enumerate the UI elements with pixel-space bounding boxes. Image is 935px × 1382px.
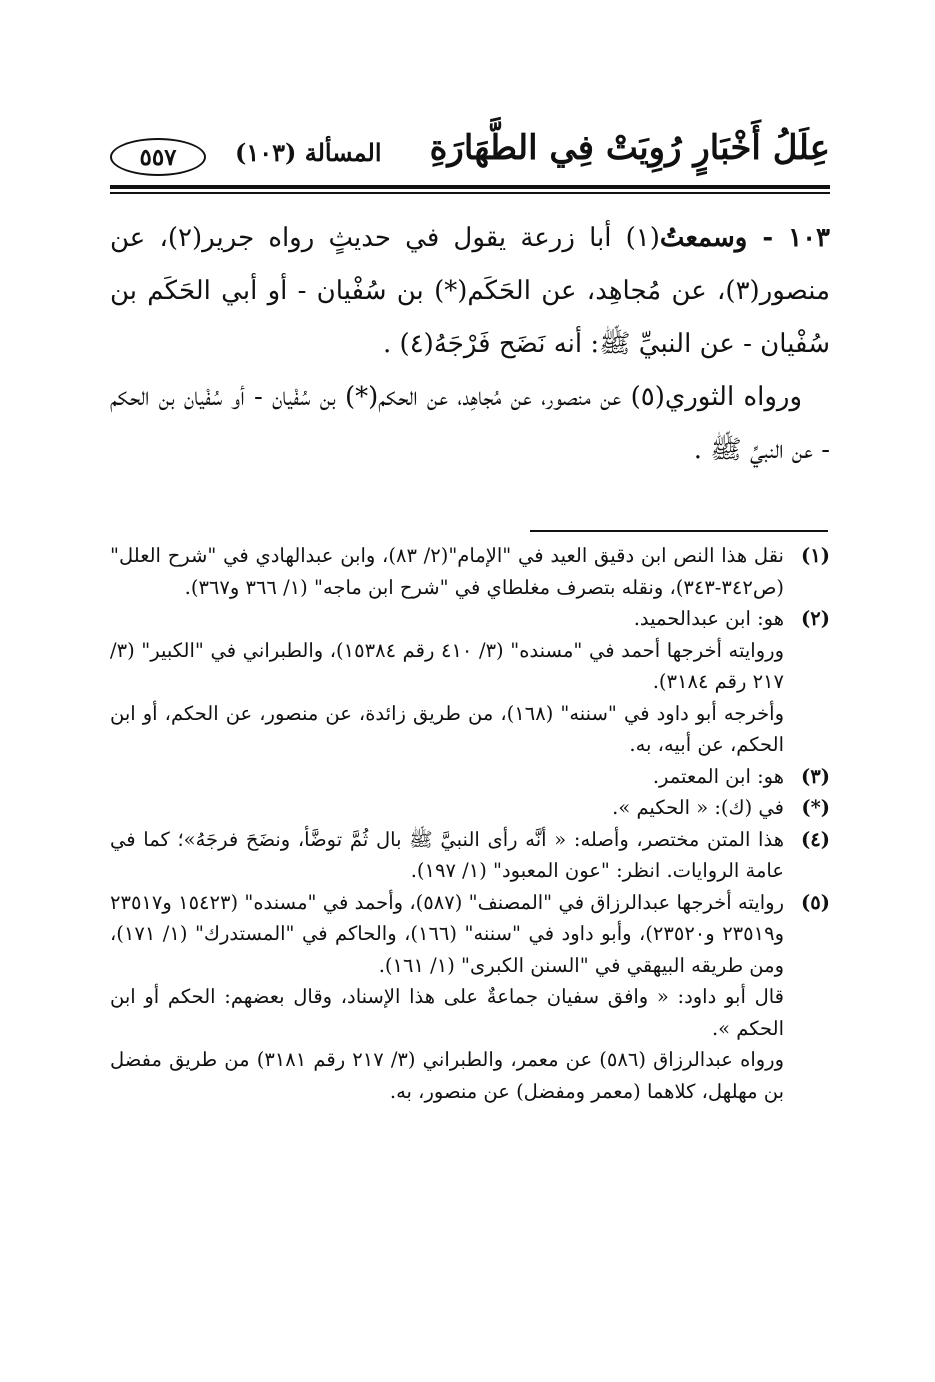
footnote-text: روايته أخرجها عبدالرزاق في "المصنف" (٥٨٧)، وأحمد في "مسنده" (١٥٤٢٣ و٢٣٥١٧ و٢٣٥١٩ و٢٣٥٢٠)، وأبو داود في "سننه" (١٦٦)، والحاكم في "المستدرك" (١/ ١٧١)، ومن طريقه البيهقي في "السنن الكبرى" (١/ ١٦١). [110,890,784,977]
main-paragraph [110,212,830,371]
footnote-text: قال أبو داود: « وافق سفيان جماعةٌ على هذا الإسناد، وقال بعضهم: الحكم أو ابن الحكم ». [110,985,784,1040]
book-title: عِلَلُ أَخْبَارٍ رُوِيَتْ فِي الطَّهَارَةِ [429,128,830,168]
footnote-number: (١) [801,544,830,567]
header-rule-thin [110,192,830,194]
footnote-number: (٣) [801,764,830,788]
footnote-number: (٤) [801,827,830,851]
main-paragraph [110,371,830,477]
footnote-text: هذا المتن مختصر، وأصله: « أنَّه رأى النبيَّ ﷺ بال ثُمَّ توضَّأ، ونضَحَ فرجَهُ»؛ كما في عامة الروايات. انظر: "عون المعبود" (١/ ١٩٧). [110,827,784,882]
paragraph-lead: ١٠٣ - وسمعتُ [659,223,831,253]
main-text [110,212,830,477]
footnote [110,761,830,793]
issue-label: المسألة (١٠٣) [235,138,382,167]
footnote-text: هو: ابن المعتمر. [652,764,784,788]
footnote-number: (*) [801,796,830,819]
footnotes [110,540,830,1107]
running-header [110,128,830,186]
footnote-text: ورواه عبدالرزاق (٥٨٦) عن معمر، والطبراني (٣/ ٢١٧ رقم ٣١٨١) من طريق مفضل بن مهلهل، كلاهما (معمر ومفضل) عن منصور، به. [110,1048,784,1103]
footnote-number: (٢) [801,607,830,630]
page-number: ٥٥٧ [139,143,177,171]
footnote-body [110,792,784,824]
footnote-text: وأخرجه أبو داود في "سننه" (١٦٨)، من طريق زائدة، عن منصور، عن الحكم، أو ابن الحكم، عن أبيه، به. [110,701,785,756]
footnote-text: وروايته أخرجها أحمد في "مسنده" (٣/ ٤١٠ رقم ١٥٣٨٤)، والطبراني في "الكبير" (٣/ ٢١٧ رقم ٣١٨٤). [110,638,784,693]
footnote-body [110,887,784,1108]
footnote [110,887,830,1108]
footnote [110,540,830,603]
footnote-body [110,824,784,887]
footnote [110,824,830,887]
header-rule-thick [110,185,830,189]
footnote-body [110,540,784,603]
footnote-text: نقل هذا النص ابن دقيق العيد في "الإمام"(٢/ ٨٣)، وابن عبدالهادي في "شرح العلل" (ص٣٤٢-٣٤٣)، ونقله بتصرف مغلطاي في "شرح ابن ماجه" (١/ ٣٦٦ و٣٦٧). [110,544,784,599]
footnote-body [110,603,784,761]
footnote-number: (٥) [801,890,830,914]
paragraph-text: (١) أبا زرعة يقول في حديثٍ رواه جرير(٢)، عن منصور(٣)، عن مُجاهِد، عن الحَكَم(*) بن سُفْيان - أو أبي الحَكَم بن سُفْيان - عن النبيِّ ﷺ: أنه نَضَح فَرْجَهُ(٤) . [110,223,830,359]
page-number-badge [110,138,206,176]
paragraph-text: ورواه الثوري(٥) عن منصور، عن مُجاهِد، عن الحكم(*) بن سُفْيان - أو سُفْيان بن الحكم - عن النبيِّ ﷺ . [110,382,830,465]
footnote [110,603,830,761]
footnote [110,792,830,824]
footnote-text: في (ك): « الحكيم ». [612,796,784,819]
footnote-separator [530,530,828,532]
footnote-body [110,761,784,793]
footnote-text: هو: ابن عبدالحميد. [633,607,784,630]
